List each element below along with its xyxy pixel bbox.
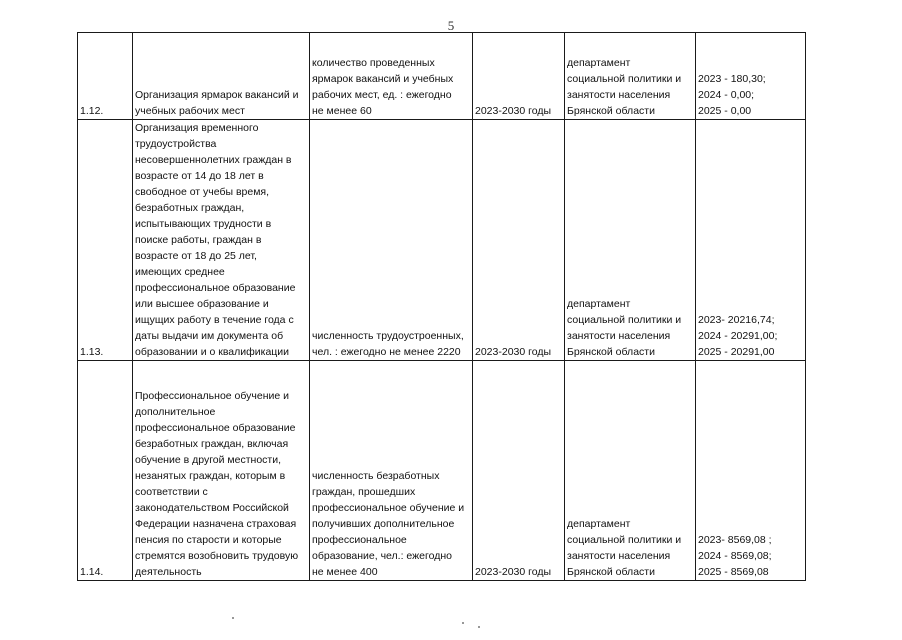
term-cell: 2023-2030 годы (473, 361, 565, 581)
executor-cell: департамент социальной политики и занятости населения Брянской области (565, 120, 696, 361)
executor-cell: департамент социальной политики и занятости населения Брянской области (565, 33, 696, 120)
scan-speck (478, 626, 480, 628)
table-row-1-14 (78, 361, 806, 581)
page-number: 5 (447, 18, 455, 33)
row-number-cell: 1.12. (78, 33, 133, 120)
row-number-cell: 1.13. (78, 120, 133, 361)
row-number-cell: 1.14. (78, 361, 133, 581)
indicator-cell: количество проведенных ярмарок вакансий и учебных рабочих мест, ед. : ежегодно не менее 60 (310, 33, 473, 120)
table-row-1-12 (78, 33, 806, 120)
measures-table (77, 32, 806, 581)
funding-cell: 2023- 8569,08 ; 2024 - 8569,08; 2025 - 8569,08 (696, 361, 806, 581)
term-cell: 2023-2030 годы (473, 33, 565, 120)
funding-cell: 2023 - 180,30; 2024 - 0,00; 2025 - 0,00 (696, 33, 806, 120)
scan-speck (462, 622, 464, 624)
scan-speck (232, 617, 234, 619)
indicator-cell: численность трудоустроенных, чел. : ежегодно не менее 2220 (310, 120, 473, 361)
indicator-cell: численность безработных граждан, прошедших профессиональное обучение и получивших дополнительное профессиональное образование, чел.: ежегодно не менее 400 (310, 361, 473, 581)
table-row-1-13 (78, 120, 806, 361)
measure-name-cell: Организация временного трудоустройства несовершеннолетних граждан в возрасте от 14 до 18 лет в свободное от учебы время, безработных граждан, испытывающих трудности в поиске работы, граждан в возрасте от 18 до 25 лет, имеющих среднее профессиональное образование или высшее образование и ищущих работу в течение года с даты выдачи им документа об образовании и о квалификации (133, 120, 310, 361)
measure-name-cell: Организация ярмарок вакансий и учебных рабочих мест (133, 33, 310, 120)
term-cell: 2023-2030 годы (473, 120, 565, 361)
funding-cell: 2023- 20216,74; 2024 - 20291,00; 2025 - 20291,00 (696, 120, 806, 361)
measure-name-cell: Профессиональное обучение и дополнительное профессиональное образование безработных граждан, включая обучение в другой местности, незанятых граждан, которым в соответствии с законодательством Российской Федерации назначена страховая пенсия по старости и которые стремятся возобновить трудовую деятельность (133, 361, 310, 581)
executor-cell: департамент социальной политики и занятости населения Брянской области (565, 361, 696, 581)
